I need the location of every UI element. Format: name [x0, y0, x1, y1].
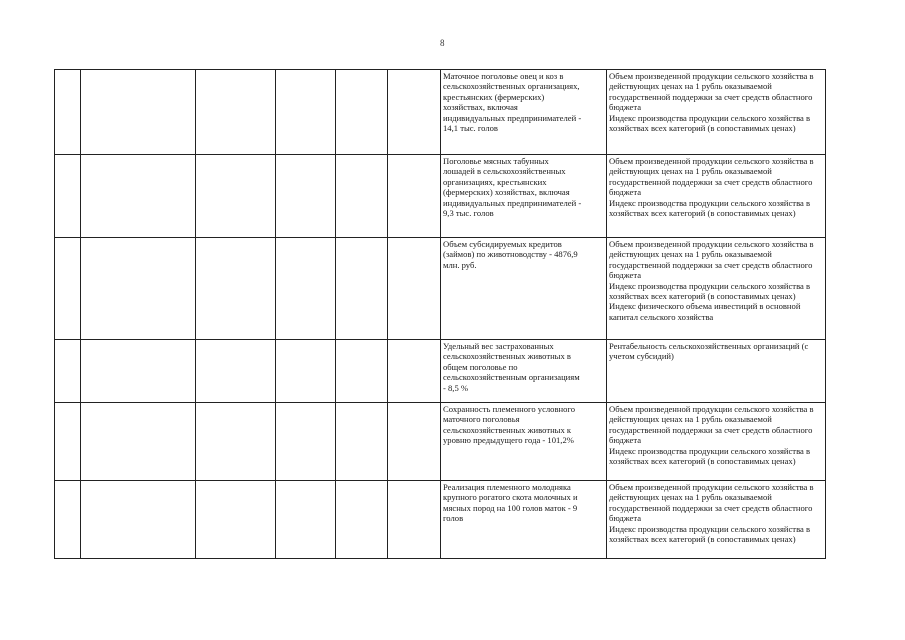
table-row	[55, 340, 826, 403]
table-row	[55, 481, 826, 559]
table-cell-executor	[196, 403, 276, 481]
table-cell-executor	[196, 155, 276, 238]
table-cell-measure	[81, 481, 196, 559]
table-cell-expected-result: Сохранность племенного условного маточного поголовья сельскохозяйственных животных к уровню предыдущего года - 101,2%	[441, 403, 607, 481]
table-cell-target-indicator: Объем произведенной продукции сельского хозяйства в действующих ценах на 1 рубль оказываемой государственной поддержки за счет средств областного бюджета Индекс производства продукции сельского хозяйства в хозяйствах всех категорий (в сопоставимых ценах)	[607, 70, 826, 155]
program-indicators-table	[54, 69, 826, 559]
table-cell-measure	[81, 340, 196, 403]
table-row	[55, 155, 826, 238]
table-cell-measure	[81, 238, 196, 340]
table-cell-number	[55, 340, 81, 403]
table-cell-start	[276, 340, 336, 403]
table-cell-executor	[196, 238, 276, 340]
table-cell-start	[276, 481, 336, 559]
table-cell-expected-result: Маточное поголовье овец и коз в сельскохозяйственных организациях, крестьянских (фермерских) хозяйствах, включая индивидуальных предпринимателей - 14,1 тыс. голов	[441, 70, 607, 155]
table-cell-start	[276, 70, 336, 155]
table-cell-expected-result: Объем субсидируемых кредитов (займов) по животноводству - 4876,9 млн. руб.	[441, 238, 607, 340]
table-cell-end	[336, 481, 388, 559]
table-cell-end	[336, 238, 388, 340]
table-cell-target-indicator: Рентабельность сельскохозяйственных организаций (с учетом субсидий)	[607, 340, 826, 403]
table-row	[55, 403, 826, 481]
table-cell-start	[276, 238, 336, 340]
table-cell-end	[336, 155, 388, 238]
table-cell-number	[55, 403, 81, 481]
table-cell-expected-result: Удельный вес застрахованных сельскохозяйственных животных в общем поголовье по сельскохозяйственным организациям - 8,5 %	[441, 340, 607, 403]
table-cell-end	[336, 70, 388, 155]
table-cell-end	[336, 403, 388, 481]
table-cell-number	[55, 481, 81, 559]
table-cell-executor	[196, 340, 276, 403]
table-cell-empty	[388, 403, 441, 481]
table-cell-start	[276, 155, 336, 238]
table-cell-executor	[196, 70, 276, 155]
table-cell-target-indicator: Объем произведенной продукции сельского хозяйства в действующих ценах на 1 рубль оказываемой государственной поддержки за счет средств областного бюджета Индекс производства продукции сельского хозяйства в хозяйствах всех категорий (в сопоставимых ценах)	[607, 155, 826, 238]
table-cell-expected-result: Реализация племенного молодняка крупного рогатого скота молочных и мясных пород на 100 голов маток - 9 голов	[441, 481, 607, 559]
table-cell-target-indicator: Объем произведенной продукции сельского хозяйства в действующих ценах на 1 рубль оказываемой государственной поддержки за счет средств областного бюджета Индекс производства продукции сельского хозяйства в хозяйствах всех категорий (в сопоставимых ценах)	[607, 481, 826, 559]
table-cell-start	[276, 403, 336, 481]
page-number: 8	[440, 38, 445, 48]
table-cell-empty	[388, 340, 441, 403]
table-cell-empty	[388, 155, 441, 238]
table-cell-expected-result: Поголовье мясных табунных лошадей в сельскохозяйственных организациях, крестьянских (фермерских) хозяйствах, включая индивидуальных предпринимателей - 9,3 тыс. голов	[441, 155, 607, 238]
table-cell-measure	[81, 403, 196, 481]
table-cell-number	[55, 70, 81, 155]
table-row	[55, 70, 826, 155]
table-cell-empty	[388, 238, 441, 340]
table-cell-number	[55, 238, 81, 340]
table-cell-executor	[196, 481, 276, 559]
table-cell-end	[336, 340, 388, 403]
table-cell-number	[55, 155, 81, 238]
table-cell-measure	[81, 70, 196, 155]
table-cell-empty	[388, 70, 441, 155]
table-cell-target-indicator: Объем произведенной продукции сельского хозяйства в действующих ценах на 1 рубль оказываемой государственной поддержки за счет средств областного бюджета Индекс производства продукции сельского хозяйства в хозяйствах всех категорий (в сопоставимых ценах) Индекс физического объема инвестиций в основной капитал сельского хозяйства	[607, 238, 826, 340]
table-row	[55, 238, 826, 340]
table-cell-measure	[81, 155, 196, 238]
table-cell-target-indicator: Объем произведенной продукции сельского хозяйства в действующих ценах на 1 рубль оказываемой государственной поддержки за счет средств областного бюджета Индекс производства продукции сельского хозяйства в хозяйствах всех категорий (в сопоставимых ценах)	[607, 403, 826, 481]
table-cell-empty	[388, 481, 441, 559]
